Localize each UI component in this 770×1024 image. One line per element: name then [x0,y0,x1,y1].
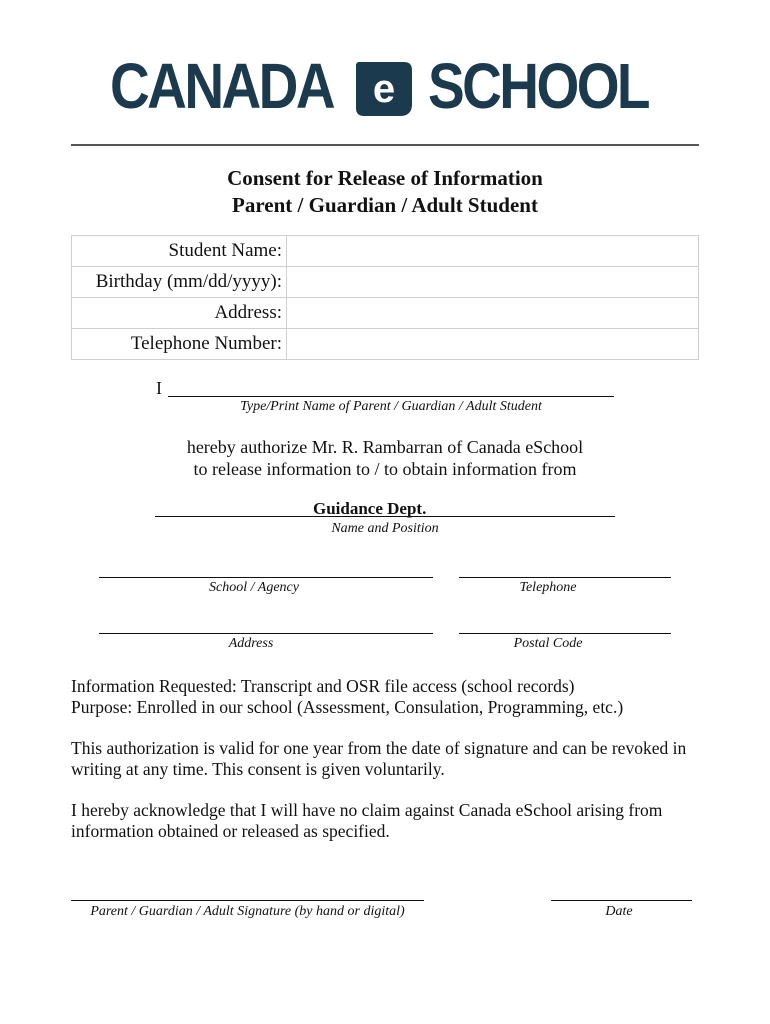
information-requested: Information Requested: Transcript and OSR file access (school records) [71,676,575,696]
purpose: Purpose: Enrolled in our school (Assessment, Consulation, Programming, etc.) [71,697,624,717]
table-row [72,267,699,298]
school-agency-caption: School / Agency [209,580,299,595]
form-title: Consent for Release of Information [227,166,543,190]
postal-code-caption: Postal Code [513,636,583,651]
logo-e-letter: e [372,67,396,111]
address-label: Address: [72,298,287,329]
table-row [72,298,699,329]
authorizer-prefix: I [156,378,162,398]
telephone-field[interactable] [287,329,699,360]
student-name-field[interactable] [287,236,699,267]
table-row [72,329,699,360]
contact-address-line[interactable] [99,633,433,634]
student-info-table [71,235,699,360]
recipient-caption: Name and Position [331,521,439,536]
birthday-field[interactable] [287,267,699,298]
birthday-label: Birthday (mm/dd/yyyy): [72,267,287,298]
logo-e-badge-icon [350,54,418,120]
canada-eschool-logo [110,52,658,124]
address-field[interactable] [287,298,699,329]
telephone-caption: Telephone [519,580,577,595]
student-name-label: Student Name: [72,236,287,267]
authorizer-name-line[interactable] [168,396,614,397]
form-subtitle: Parent / Guardian / Adult Student [232,193,538,217]
telephone-line[interactable] [459,577,671,578]
validity-statement: This authorization is valid for one year from the date of signature and can be revoked in writing at any time. This consent is given voluntarily. [71,738,687,779]
logo-word-school: SCHOOL [428,50,648,122]
school-agency-line[interactable] [99,577,433,578]
recipient-value: Guidance Dept. [313,499,427,518]
postal-code-line[interactable] [459,633,671,634]
logo-word-canada: CANADA [110,50,334,122]
header-rule [71,144,699,146]
table-row [72,236,699,267]
authorization-line-2: to release information to / to obtain information from [193,459,577,479]
acknowledgement-statement: I hereby acknowledge that I will have no claim against Canada eSchool arising from information obtained or released as specified. [71,800,663,841]
telephone-label: Telephone Number: [72,329,287,360]
authorization-line-1: hereby authorize Mr. R. Rambarran of Canada eSchool [186,437,584,457]
date-line[interactable] [551,900,692,901]
signature-line[interactable] [71,900,424,901]
date-caption: Date [605,904,633,919]
contact-address-caption: Address [228,636,274,651]
authorizer-caption: Type/Print Name of Parent / Guardian / Adult Student [240,399,542,414]
signature-caption: Parent / Guardian / Adult Signature (by hand or digital) [90,904,405,919]
